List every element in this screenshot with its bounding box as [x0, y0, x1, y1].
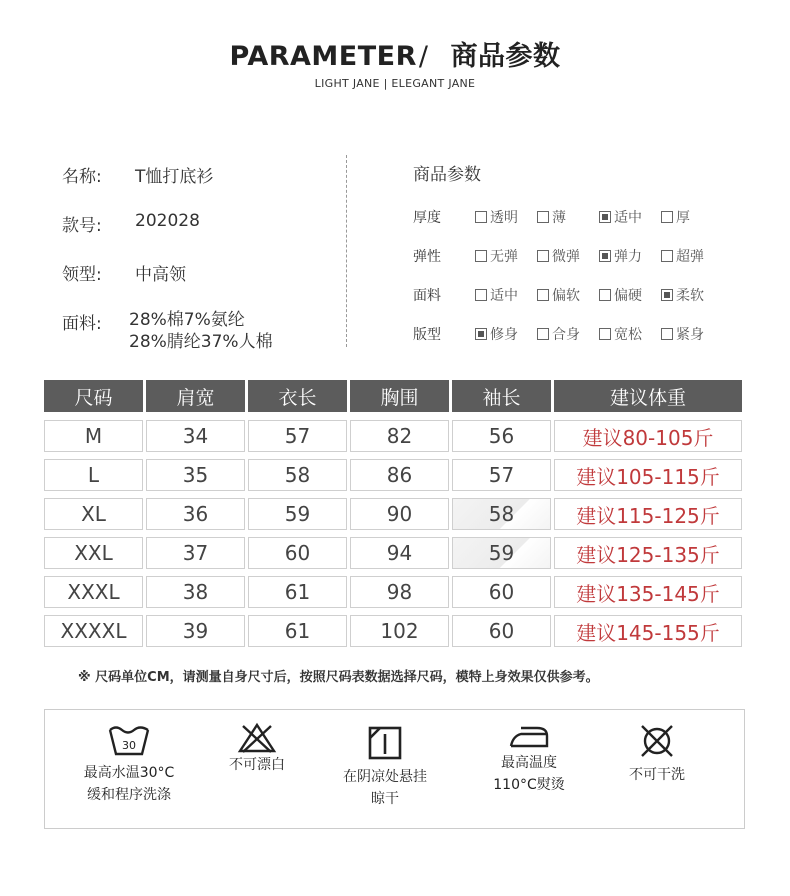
param-option-label: 偏软	[552, 287, 580, 304]
iron-line-2: 110°C熨烫	[493, 777, 565, 793]
size-cell: 90	[350, 498, 449, 530]
name-value: T恤打底衫	[135, 167, 214, 187]
table-row	[44, 420, 744, 452]
weight-cell: 建议80-105斤	[554, 420, 742, 452]
size-header-cell: 肩宽	[146, 380, 245, 412]
size-cell: 60	[452, 615, 551, 647]
size-cell: 59	[452, 537, 551, 569]
size-note: ※ 尺码单位CM，请测量自身尺寸后，按照尺码表数据选择尺码，模特上身效果仅供参考。	[78, 670, 599, 685]
checkbox-icon	[599, 289, 611, 301]
page-title	[0, 34, 790, 73]
size-cell: 59	[248, 498, 347, 530]
size-cell: 58	[452, 498, 551, 530]
title-en: PARAMETER	[229, 41, 417, 72]
wash-line-2: 缓和程序洗涤	[87, 787, 171, 803]
table-row	[44, 615, 744, 647]
size-cell: XXXL	[44, 576, 143, 608]
code-value: 202028	[135, 211, 200, 231]
fabric-label: 面料:	[62, 314, 102, 334]
fabric-line-1: 28%棉7%氨纶	[129, 310, 245, 330]
param-option-label: 合身	[552, 326, 580, 343]
param-option-label: 宽松	[614, 326, 642, 343]
param-row	[413, 197, 753, 236]
size-cell: 94	[350, 537, 449, 569]
weight-cell: 建议135-145斤	[554, 576, 742, 608]
line-dry-shade-icon	[368, 726, 402, 760]
size-cell: 36	[146, 498, 245, 530]
checkbox-icon	[537, 211, 549, 223]
param-option-label: 无弹	[490, 248, 518, 265]
size-table	[44, 380, 744, 654]
weight-cell: 建议105-115斤	[554, 459, 742, 491]
size-cell: 58	[248, 459, 347, 491]
param-option	[475, 246, 537, 266]
checked-box-icon	[475, 328, 487, 340]
param-option-label: 厚	[676, 209, 690, 226]
fabric-line-2: 28%腈纶37%人棉	[129, 332, 273, 352]
param-option	[661, 246, 723, 266]
param-option-label: 修身	[490, 326, 518, 343]
title-separator: /	[418, 41, 429, 72]
checkbox-icon	[661, 250, 673, 262]
checked-box-icon	[599, 211, 611, 223]
size-cell: 38	[146, 576, 245, 608]
param-option	[599, 324, 661, 344]
table-row	[44, 498, 744, 530]
size-cell: 37	[146, 537, 245, 569]
size-header-cell: 胸围	[350, 380, 449, 412]
checkbox-icon	[475, 211, 487, 223]
checkbox-icon	[475, 250, 487, 262]
param-option	[475, 285, 537, 305]
iron-icon	[507, 722, 551, 752]
name-label: 名称:	[62, 167, 102, 187]
checked-box-icon	[661, 289, 673, 301]
param-label: 弹性	[413, 248, 441, 265]
size-cell: M	[44, 420, 143, 452]
info-divider	[346, 155, 347, 347]
param-option	[475, 207, 537, 227]
page-header	[0, 34, 790, 90]
subtitle-separator: |	[383, 77, 388, 90]
size-cell: 39	[146, 615, 245, 647]
param-option	[537, 207, 599, 227]
table-row	[44, 459, 744, 491]
param-option	[537, 246, 599, 266]
care-wash	[75, 722, 183, 806]
checked-box-icon	[599, 250, 611, 262]
param-option	[537, 285, 599, 305]
size-cell: XXXXL	[44, 615, 143, 647]
size-cell: 60	[452, 576, 551, 608]
param-row	[413, 314, 753, 353]
care-dryclean	[615, 722, 699, 786]
info-name-row	[62, 162, 273, 211]
size-cell: 34	[146, 420, 245, 452]
checkbox-icon	[475, 289, 487, 301]
param-option	[537, 324, 599, 344]
info-code-row	[62, 211, 273, 260]
weight-cell: 建议115-125斤	[554, 498, 742, 530]
param-option	[661, 285, 723, 305]
wash-30-icon	[107, 722, 151, 758]
param-option-label: 适中	[614, 209, 642, 226]
subtitle-right: ELEGANT JANE	[391, 77, 476, 90]
param-option	[599, 246, 661, 266]
weight-cell: 建议125-135斤	[554, 537, 742, 569]
checkbox-icon	[537, 328, 549, 340]
param-option-label: 超弹	[676, 248, 704, 265]
weight-cell: 建议145-155斤	[554, 615, 742, 647]
checkbox-icon	[661, 328, 673, 340]
collar-label: 领型:	[62, 265, 102, 285]
param-option	[661, 207, 723, 227]
dry-line-1: 在阴凉处悬挂	[343, 769, 427, 785]
collar-value: 中高领	[135, 265, 186, 285]
table-row	[44, 537, 744, 569]
param-option	[475, 324, 537, 344]
param-option	[599, 285, 661, 305]
no-bleach-icon	[237, 722, 277, 754]
size-cell: 98	[350, 576, 449, 608]
param-option	[599, 207, 661, 227]
size-cell: XL	[44, 498, 143, 530]
size-header-cell: 建议体重	[554, 380, 742, 412]
info-collar-row	[62, 260, 273, 309]
fabric-value	[129, 309, 273, 358]
param-row	[413, 236, 753, 275]
dry-line-2: 晾干	[371, 791, 399, 807]
checkbox-icon	[661, 211, 673, 223]
param-label: 厚度	[413, 209, 441, 226]
param-option-label: 微弹	[552, 248, 580, 265]
care-dry	[330, 726, 440, 810]
param-option-label: 透明	[490, 209, 518, 226]
size-cell: 61	[248, 615, 347, 647]
care-bleach	[215, 722, 299, 776]
bleach-label: 不可漂白	[229, 757, 285, 773]
param-label: 面料	[413, 287, 441, 304]
code-label: 款号:	[62, 216, 102, 236]
param-option-label: 弹力	[614, 248, 642, 265]
param-option-label: 薄	[552, 209, 566, 226]
subtitle-left: LIGHT JANE	[314, 77, 380, 90]
care-instructions	[44, 709, 745, 829]
param-label: 版型	[413, 326, 441, 343]
no-dryclean-icon	[638, 722, 676, 760]
size-header-cell: 袖长	[452, 380, 551, 412]
wash-temp-number: 30	[122, 739, 136, 752]
size-cell: 57	[248, 420, 347, 452]
params-title: 商品参数	[413, 165, 481, 185]
param-option-label: 紧身	[676, 326, 704, 343]
param-option-label: 适中	[490, 287, 518, 304]
checkbox-icon	[537, 289, 549, 301]
title-cn: 商品参数	[450, 41, 561, 72]
wash-line-1: 最高水温30°C	[83, 765, 175, 781]
size-table-body	[44, 420, 744, 647]
param-option	[661, 324, 723, 344]
size-cell: 35	[146, 459, 245, 491]
size-cell: 61	[248, 576, 347, 608]
size-cell: 57	[452, 459, 551, 491]
size-cell: 86	[350, 459, 449, 491]
param-option-label: 偏硬	[614, 287, 642, 304]
size-header-cell: 尺码	[44, 380, 143, 412]
table-row	[44, 576, 744, 608]
size-header-cell: 衣长	[248, 380, 347, 412]
checkbox-icon	[599, 328, 611, 340]
info-fabric-row	[62, 309, 273, 358]
product-info	[62, 162, 273, 358]
size-cell: 82	[350, 420, 449, 452]
param-option-label: 柔软	[676, 287, 704, 304]
checkbox-icon	[537, 250, 549, 262]
size-cell: 60	[248, 537, 347, 569]
iron-line-1: 最高温度	[501, 755, 557, 771]
size-cell: 102	[350, 615, 449, 647]
size-cell: L	[44, 459, 143, 491]
page-subtitle	[0, 77, 790, 90]
care-iron	[475, 722, 583, 796]
param-row	[413, 275, 753, 314]
size-cell: XXL	[44, 537, 143, 569]
product-params	[413, 160, 753, 353]
size-cell: 56	[452, 420, 551, 452]
dryclean-label: 不可干洗	[629, 767, 685, 783]
size-table-header	[44, 380, 744, 412]
params-list	[413, 197, 753, 353]
